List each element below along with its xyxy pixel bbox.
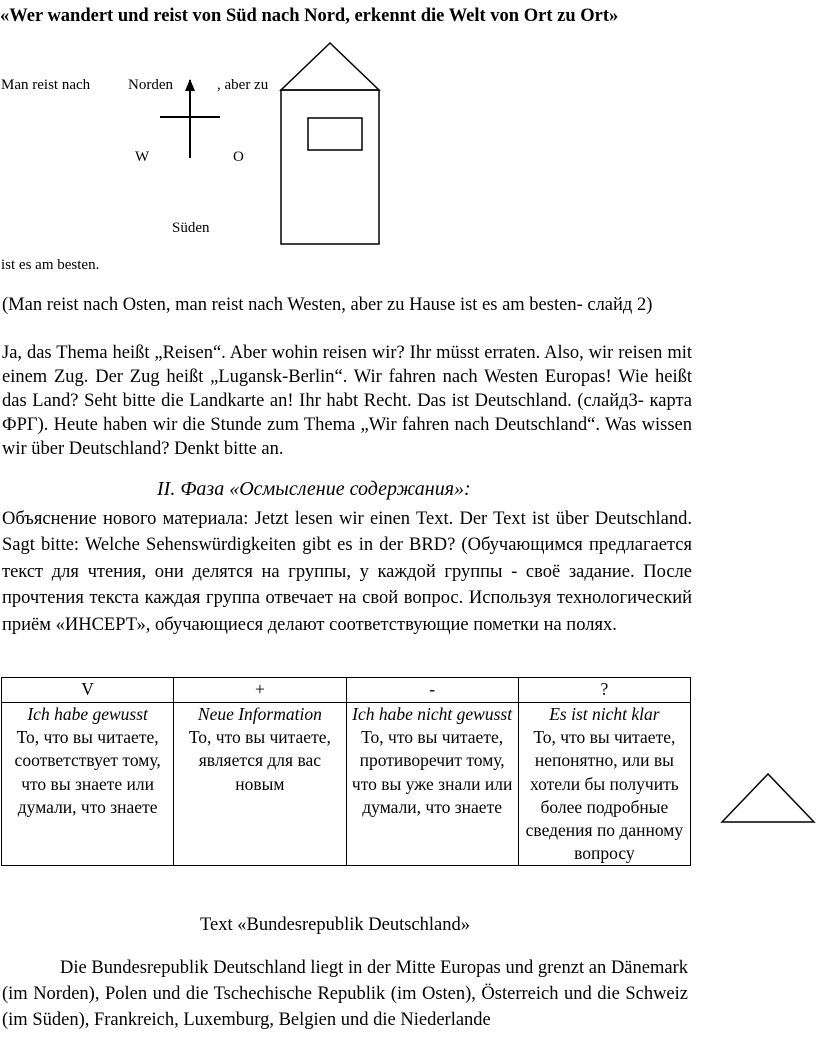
figure-man-reist-nach: Man reist nach [1,77,91,93]
figure-norden: Norden [128,77,173,93]
figure-ost: O [233,149,244,165]
phase-heading: II. Фаза «Осмысление содержания»: [157,478,471,500]
intro-paragraph: Ja, das Thema heißt „Reisen“. Aber wohin reisen wir? Ihr müsst erraten. Also, wir reisen mit einem Zug. Der Zug heißt „Lugansk-Berlin“. Wir fahren nach Westen Europas! Wie heißt das Land? Seht bitte die Landkarte an! Ihr habt Recht. Das ist Deutschland. (слайд3- карта ФРГ). Heute haben wir die Stunde zum Thema „Wir fahren nach Deutschland“. Was wissen wir über Deutschland? Denkt bitte an. [2,343,692,459]
figure-aber-zu: , aber zu [217,77,269,93]
cell-text: То, что вы читаете, непонятно, или вы хотели бы получить более подробные сведения по данному вопросу [525,727,684,864]
document-title: «Wer wandert und reist von Süd nach Nord, erkennt die Welt von Ort zu Ort» [0,6,619,26]
cell-text: То, что вы читаете, соответствует тому, что вы знаете или думали, что знаете [14,727,161,817]
triangle-icon [720,772,816,824]
table-cell [174,703,346,866]
figure-ist-es-am-besten: ist es am besten. [1,257,100,273]
figure-sueden: Süden [172,220,210,236]
table-cell [346,703,518,866]
house-icon [278,40,382,248]
answer-paragraph: (Man reist nach Osten, man reist nach Westen, aber zu Hause ist es am besten- слайд 2) [2,295,653,315]
text-caption: Text «Bundesrepublik Deutschland» [200,915,470,935]
table-header-cell: ? [518,678,690,703]
cell-label: Ich habe gewusst [27,704,148,724]
insert-table [1,677,691,866]
cell-label: Neue Information [197,704,322,724]
cell-label: Es ist nicht klar [549,704,660,724]
body-text: Die Bundesrepublik Deutschland liegt in der Mitte Europas und grenzt an Dänemark (im Norden), Polen und die Tschechische Republik (im Osten), Österreich und die Schweiz (im Süden), Frankreich, Luxemburg, Belgien und die Niederlande [2,958,688,1030]
table-header-cell: + [174,678,346,703]
table-header-cell: V [2,678,174,703]
cell-text: То, что вы читаете, является для вас новым [188,727,331,794]
table-header-row [2,678,691,703]
cell-label: Ich habe nicht gewusst [352,704,513,724]
table-header-cell: - [346,678,518,703]
figure-west: W [135,149,150,165]
cell-text: То, что вы читаете, противоречит тому, что вы уже знали или думали, что знаете [351,727,513,817]
compass-icon [155,78,225,162]
table-row [2,703,691,866]
table-cell [518,703,690,866]
table-cell [2,703,174,866]
explanation-paragraph: Объяснение нового материала: Jetzt lesen wir einen Text. Der Text ist über Deutschland. Sagt bitte: Welche Sehenswürdigkeiten gibt es in der BRD? (Обучающимся предлагается текст для чтения, они делятся на группы, у каждой группы - своё задание. После прочтения текста каждая группа отвечает на свой вопрос. Используя технологический приём «ИНСЕРТ», обучающиеся делают соответствующие пометки на полях. [2,509,692,635]
